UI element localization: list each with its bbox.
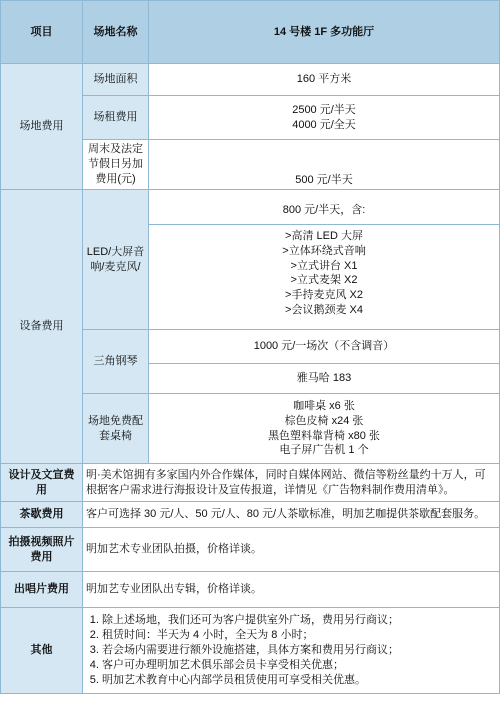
rent-half: 2500 元/半天 <box>292 103 356 116</box>
table-row <box>1 572 500 608</box>
design-label: 设计及文宣费用 <box>1 464 83 502</box>
equipment-item: >立式讲台 X1 <box>290 259 358 272</box>
equipment-item: >高清 LED 大屏 <box>285 229 363 242</box>
table-header-row <box>1 1 500 64</box>
design-text: 明·美术馆拥有多家国内外合作媒体，同时自媒体网站、微信等粉丝量约十万人，可根据客户需求进行海报设计及宣传报道，详情见《广告物料制作费用清单》。 <box>83 464 500 502</box>
photo-text: 明加艺术专业团队拍摄，价格详谈。 <box>83 528 500 572</box>
holiday-value: 500 元/半天 <box>149 140 500 190</box>
equipment-category: 设备费用 <box>1 190 83 464</box>
venue-category: 场地费用 <box>1 64 83 190</box>
table-row <box>1 502 500 528</box>
header-venue-name: 场地名称 <box>83 1 149 64</box>
furniture-list <box>149 394 500 464</box>
other-item: 1. 除上述场地，我们还可为客户提供室外广场，费用另行商议； <box>102 613 496 628</box>
rent-full: 4000 元/全天 <box>292 118 356 131</box>
table-row <box>1 190 500 330</box>
other-item: 2. 租赁时间：半天为 4 小时，全天为 8 小时； <box>102 628 496 643</box>
other-list <box>83 608 500 694</box>
equipment-detail <box>149 190 500 330</box>
table-row <box>1 608 500 694</box>
equipment-item: >会议鹅颈麦 X4 <box>285 304 363 317</box>
header-project: 项目 <box>1 1 83 64</box>
other-item: 3. 若会场内需要进行额外设施搭建，具体方案和费用另行商议； <box>102 643 496 658</box>
furniture-item: 黑色塑料靠背椅 x80 张 <box>268 429 380 442</box>
other-label: 其他 <box>1 608 83 694</box>
holiday-label: 周末及法定节假日另加费用(元) <box>83 140 149 190</box>
furniture-item: 电子屏广告机 1 个 <box>279 444 369 457</box>
equipment-label: LED/大屏音响/麦克风/ <box>83 190 149 330</box>
rent-label: 场租费用 <box>83 96 149 140</box>
piano-model: 雅马哈 183 <box>149 364 500 394</box>
header-venue-value: 14 号楼 1F 多功能厅 <box>149 1 500 64</box>
area-value: 160 平方米 <box>149 64 500 96</box>
piano-price: 1000 元/一场次（不含调音） <box>149 330 500 364</box>
furniture-label: 场地免费配套桌椅 <box>83 394 149 464</box>
equipment-items <box>149 225 499 322</box>
equipment-item: >立式麦架 X2 <box>290 274 358 287</box>
furniture-item: 咖啡桌 x6 张 <box>293 399 355 412</box>
table-row <box>1 64 500 96</box>
album-text: 明加艺专业团队出专辑，价格详谈。 <box>83 572 500 608</box>
other-item: 5. 明加艺术教育中心内部学员租赁使用可享受相关优惠。 <box>102 673 496 688</box>
equipment-item: >手持麦克风 X2 <box>285 289 363 302</box>
equipment-item: >立体环绕式音响 <box>282 244 366 257</box>
other-item: 4. 客户可办理明加艺术俱乐部会员卡享受相关优惠； <box>102 658 496 673</box>
photo-label: 拍摄视频照片费用 <box>1 528 83 572</box>
area-label: 场地面积 <box>83 64 149 96</box>
equipment-price: 800 元/半天，含: <box>149 197 499 225</box>
tea-text: 客户可选择 30 元/人、50 元/人、80 元/人茶歇标准，明加艺咖提供茶歇配套服务。 <box>83 502 500 528</box>
rent-values <box>149 96 500 140</box>
piano-label: 三角钢琴 <box>83 330 149 394</box>
album-label: 出唱片费用 <box>1 572 83 608</box>
table-row <box>1 528 500 572</box>
furniture-item: 棕色皮椅 x24 张 <box>284 414 364 427</box>
tea-label: 茶歇费用 <box>1 502 83 528</box>
table-row <box>1 464 500 502</box>
